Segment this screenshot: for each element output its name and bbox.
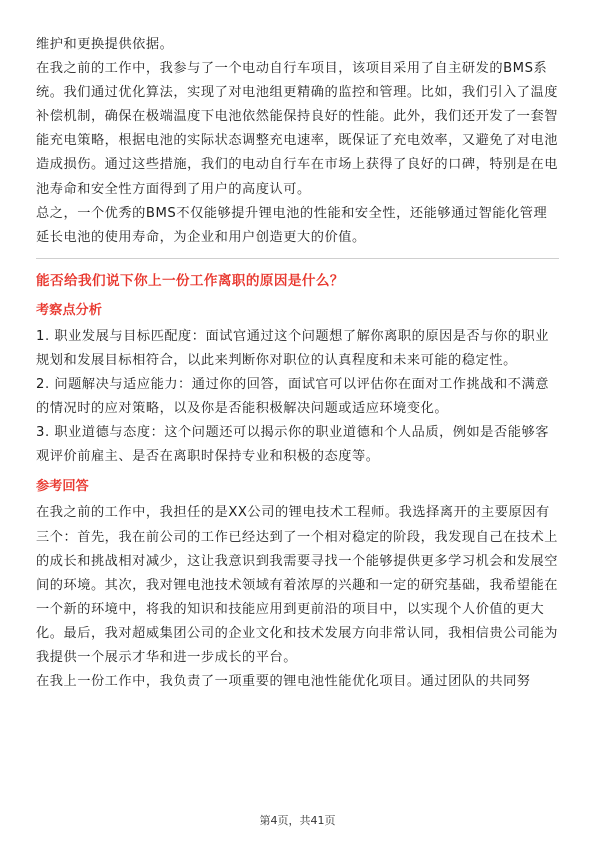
- analysis-item-3: 3. 职业道德与态度：这个问题还可以揭示你的职业道德和个人品质，例如是否能够客观评价前雇主、是否在离职时保持专业和积极的态度等。: [36, 425, 549, 465]
- answer-paragraph-2: 在我上一份工作中，我负责了一项重要的锂电池性能优化项目。通过团队的共同努: [36, 674, 531, 690]
- paragraph-continuation: 维护和更换提供依据。: [36, 37, 174, 52]
- section-divider: [36, 258, 559, 259]
- answer-heading: 参考回答: [36, 479, 89, 495]
- page-content: [36, 33, 559, 694]
- analysis-item-2: 2. 问题解决与适应能力：通过你的回答，面试官可以评估你在面对工作挑战和不满意的情况时的应对策略，以及你是否能积极解决问题或适应环境变化。: [36, 377, 549, 417]
- question-heading: 能否给我们说下你上一份工作离职的原因是什么？: [36, 272, 344, 289]
- analysis-item-1: 1. 职业发展与目标匹配度：面试官通过这个问题想了解你离职的原因是否与你的职业规划和发展目标相符合，以此来判断你对职位的认真程度和未来可能的稳定性。: [36, 328, 549, 368]
- answer-paragraph-1: 在我之前的工作中，我担任的是XX公司的锂电技术工程师。我选择离开的主要原因有三个：首先，我在前公司的工作已经达到了一个相对稳定的阶段，我发现自己在技术上的成长和挑战相对减少，这让我意识到我需要寻找一个能够提供更多学习机会和发展空间的环境。其次，我对锂电池技术领域有着浓厚的兴趣和一定的研究基础，我希望能在一个新的环境中，将我的知识和技能应用到更前沿的项目中，以实现个人价值的更大化。最后，我对超威集团公司的企业文化和技术发展方向非常认同，我相信贵公司能为我提供一个展示才华和进一步成长的平台。: [36, 505, 559, 665]
- page-number: 第4页，共41页: [259, 814, 336, 827]
- analysis-heading: 考察点分析: [36, 302, 102, 318]
- paragraph-summary: 总之，一个优秀的BMS不仅能够提升锂电池的性能和安全性，还能够通过智能化管理延长电池的使用寿命，为企业和用户创造更大的价值。: [36, 205, 548, 245]
- paragraph-bms-project: 在我之前的工作中，我参与了一个电动自行车项目，该项目采用了自主研发的BMS系统。我们通过优化算法，实现了对电池组更精确的监控和管理。比如，我们引入了温度补偿机制，确保在极端温度下电池依然能保持良好的性能。此外，我们还开发了一套智能充电策略，根据电池的实际状态调整充电速率，既保证了充电效率，又避免了对电池造成损伤。通过这些措施，我们的电动自行车在市场上获得了良好的口碑，特别是在电池寿命和安全性方面得到了用户的高度认可。: [36, 61, 559, 197]
